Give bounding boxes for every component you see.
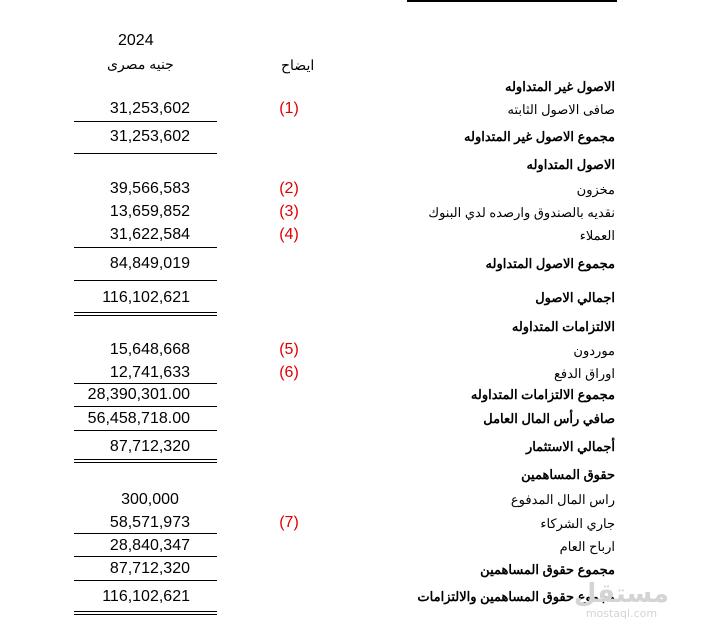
- subtotal-rule: [74, 406, 217, 407]
- subtotal-rule: [74, 280, 217, 281]
- row-label-total-equity-and-liabilities: مجموع حقوق المساهمين والالتزامات: [417, 589, 615, 604]
- top-rule: [407, 0, 617, 2]
- row-label-year-profit: ارباح العام: [559, 539, 615, 554]
- amount-cash: 13,659,852: [109, 203, 190, 220]
- amount-partners-current: 58,571,973: [109, 514, 190, 531]
- amount-inventory: 39,566,583: [109, 180, 190, 197]
- amount-notes-payable: 12,741,633: [109, 364, 190, 381]
- amount-total-investment: 87,712,320: [109, 438, 190, 455]
- subtotal-rule: [74, 121, 217, 122]
- amount-suppliers: 15,648,668: [109, 341, 190, 358]
- row-label-notes-payable: اوراق الدفع: [553, 366, 615, 381]
- note-ref-2: (2): [279, 180, 299, 197]
- row-label-total-equity: مجموع حقوق المساهمين: [480, 562, 615, 577]
- currency-header: جنيه مصرى: [107, 56, 174, 72]
- double-rule: [74, 611, 217, 615]
- row-label-partners-current: جاري الشركاء: [540, 516, 615, 531]
- watermark-arabic: مستقل: [573, 579, 669, 609]
- row-label-net-working-capital: صافي رأس المال العامل: [483, 411, 615, 426]
- row-label-net-fixed-assets: صافى الاصول الثابته: [507, 102, 615, 117]
- note-ref-3: (3): [279, 203, 299, 220]
- double-rule: [74, 459, 217, 463]
- amount-net-fixed-assets: 31,253,602: [109, 100, 190, 117]
- section-title-current-liabilities: الالتزامات المتداوله: [511, 319, 615, 334]
- note-ref-1: (1): [279, 100, 299, 117]
- subtotal-rule: [74, 556, 217, 557]
- year-header: 2024: [118, 32, 154, 49]
- row-label-cash: نقديه بالصندوق وارصده لدي البنوك: [428, 205, 615, 220]
- note-ref-5: (5): [279, 341, 299, 358]
- row-label-paid-capital: راس المال المدفوع: [510, 492, 615, 507]
- amount-paid-capital: 300,000: [121, 491, 179, 508]
- note-ref-4: (4): [279, 226, 299, 243]
- subtotal-rule: [74, 247, 217, 248]
- note-ref-6: (6): [279, 364, 299, 381]
- amount-net-working-capital: 56,458,718.00: [87, 410, 190, 427]
- amount-year-profit: 28,840,347: [109, 537, 190, 554]
- subtotal-rule: [74, 430, 217, 431]
- row-label-total-assets: اجمالي الاصول: [535, 290, 615, 305]
- row-label-suppliers: موردون: [573, 343, 615, 358]
- note-ref-7: (7): [279, 514, 299, 531]
- watermark-latin: mostaql.com: [585, 607, 658, 620]
- section-title-equity: حقوق المساهمين: [521, 467, 615, 482]
- amount-customers: 31,622,584: [109, 226, 190, 243]
- amount-total-assets: 116,102,621: [102, 289, 190, 306]
- row-label-inventory: مخزون: [576, 182, 615, 197]
- amount-total-equity: 87,712,320: [109, 560, 190, 577]
- double-rule: [74, 312, 217, 316]
- subtotal-rule: [74, 580, 217, 581]
- section-title-non-current-assets: الاصول غير المتداوله: [505, 79, 615, 94]
- subtotal-rule: [74, 383, 217, 384]
- subtotal-rule: [74, 533, 217, 534]
- mostaql-watermark: [574, 580, 669, 620]
- row-label-total-current-assets: مجموع الاصول المتداوله: [485, 256, 615, 271]
- row-label-customers: العملاء: [579, 228, 615, 243]
- amount-total-non-current-assets: 31,253,602: [109, 128, 190, 145]
- row-label-total-non-current-assets: مجموع الاصول غير المتداوله: [464, 129, 615, 144]
- amount-total-current-assets: 84,849,019: [109, 255, 190, 272]
- amount-total-equity-and-liabilities: 116,102,621: [102, 588, 190, 605]
- row-label-total-investment: أجمالي الاستثمار: [525, 439, 615, 454]
- row-label-total-current-liabilities: مجموع الالتزامات المتداوله: [470, 387, 615, 402]
- section-title-current-assets: الاصول المتداوله: [526, 157, 615, 172]
- amount-total-current-liabilities: 28,390,301.00: [87, 386, 190, 403]
- note-column-header: ايضاح: [281, 57, 315, 73]
- subtotal-rule: [74, 153, 217, 154]
